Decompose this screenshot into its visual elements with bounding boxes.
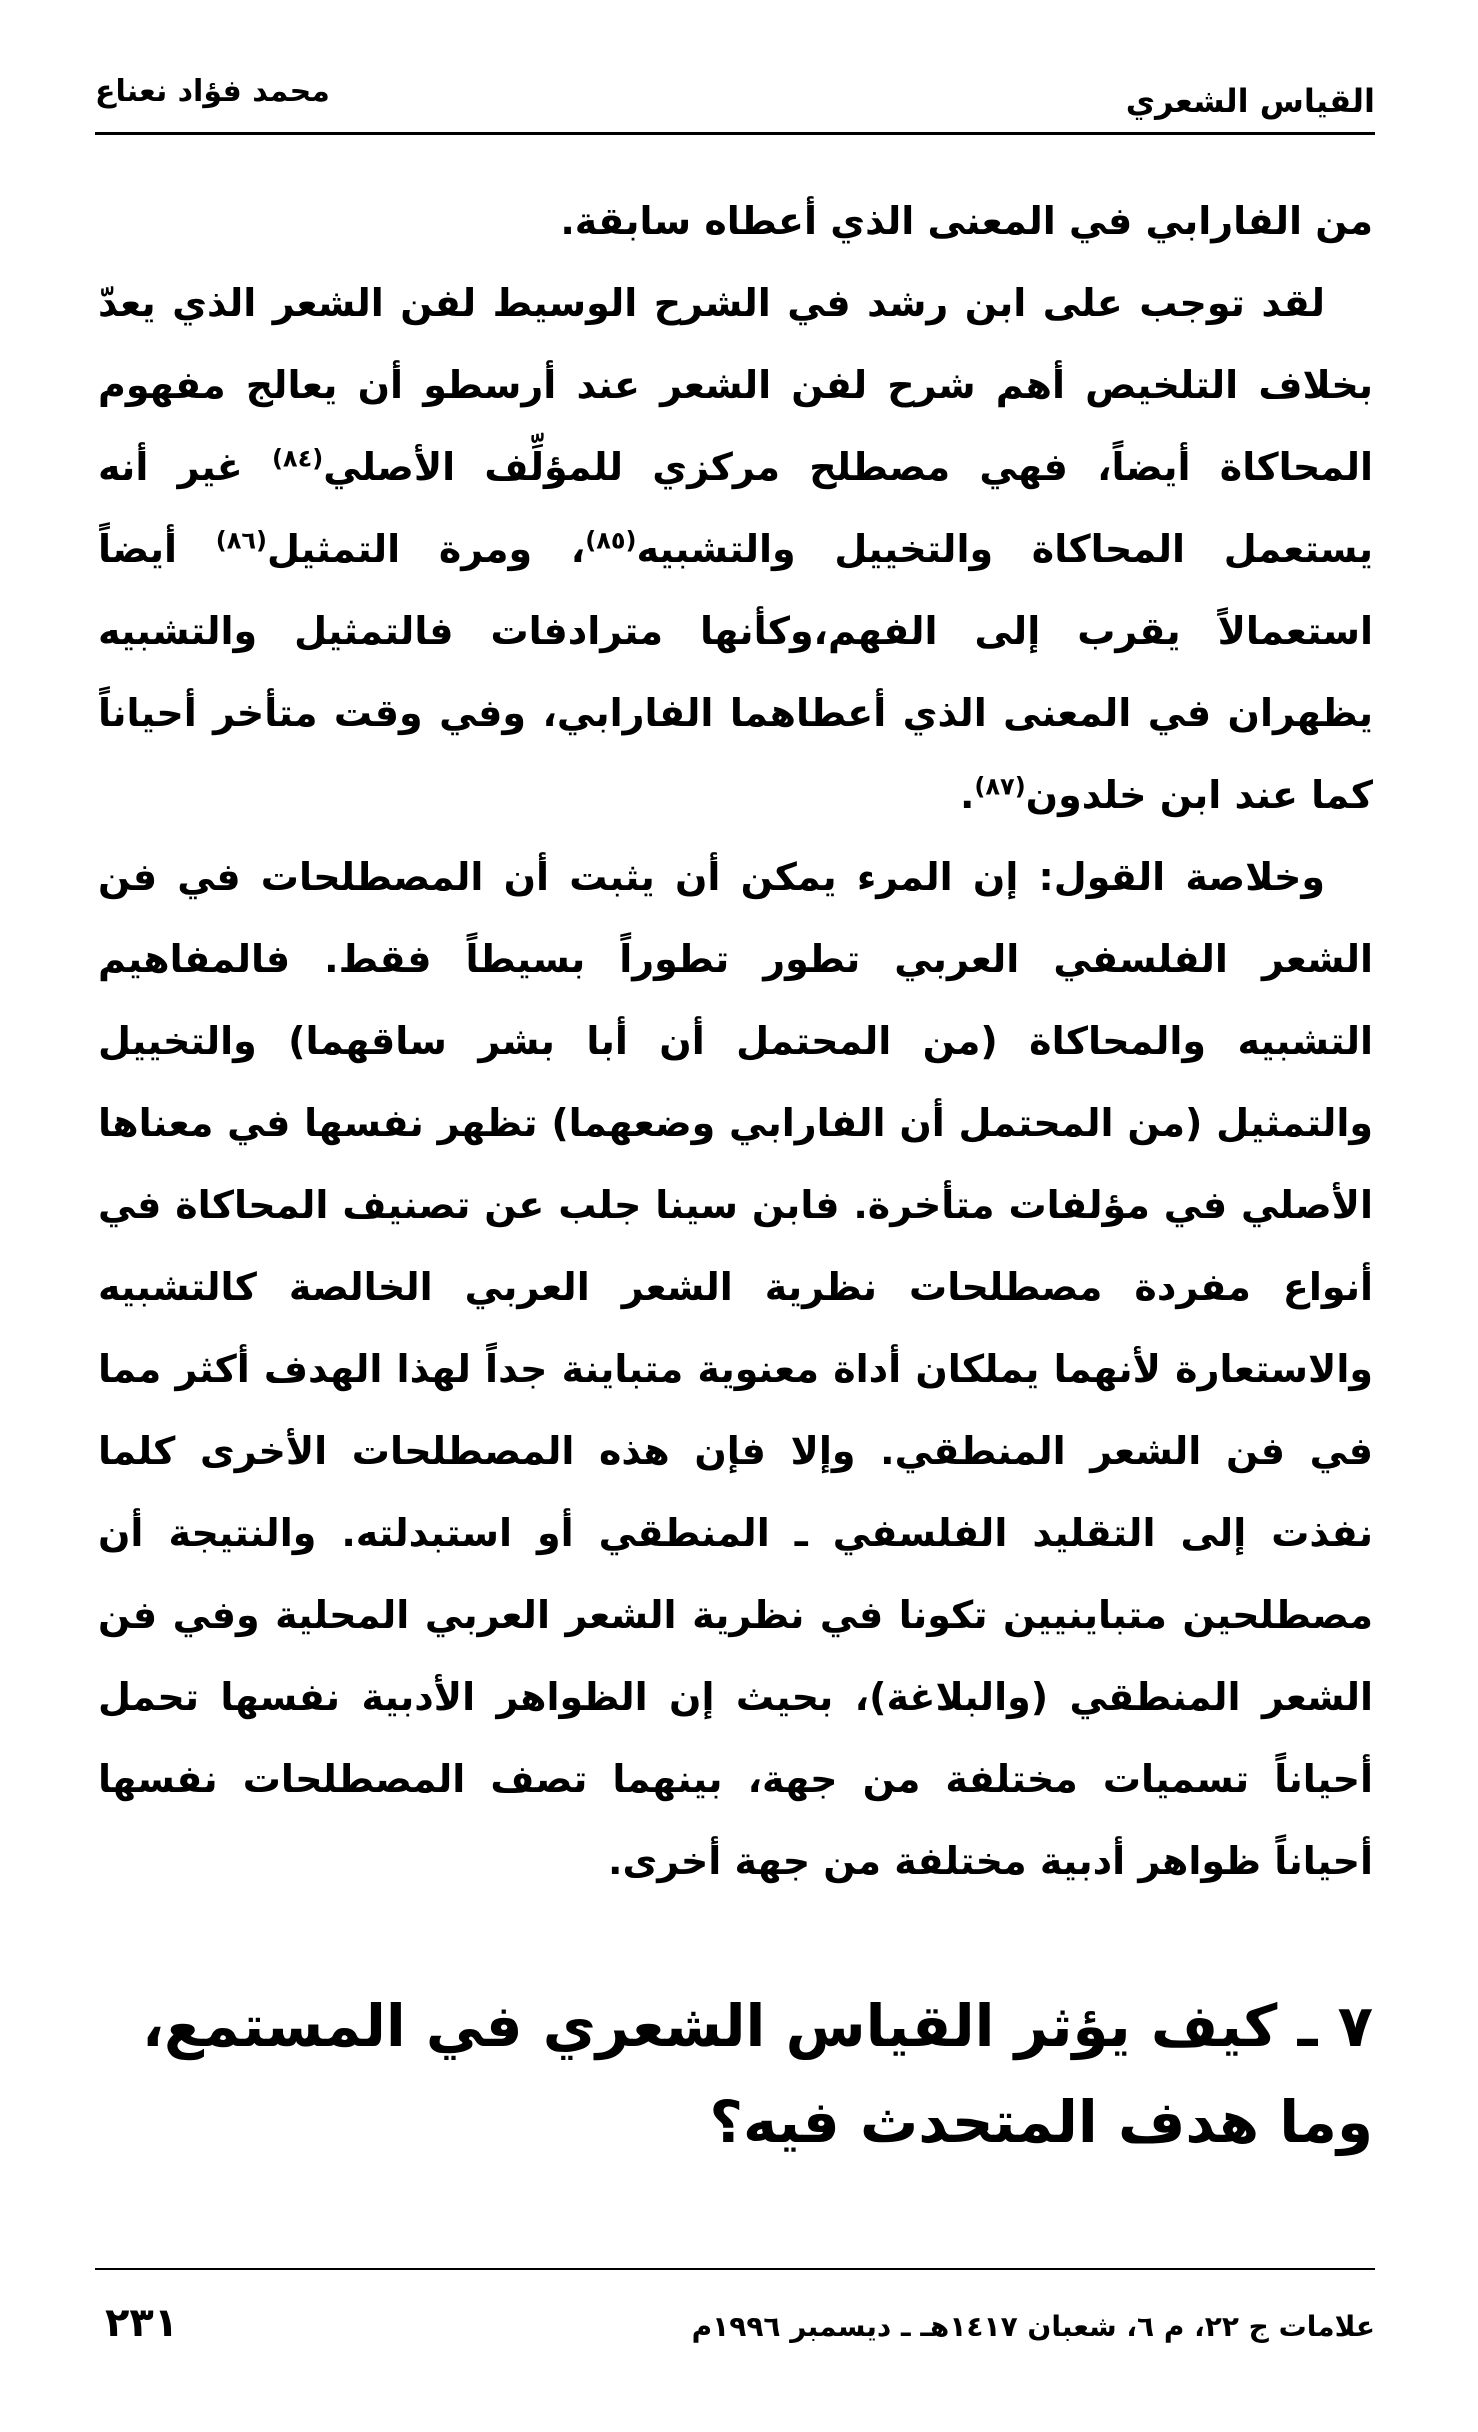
book-title: القياس الشعري <box>1125 82 1375 120</box>
footer-divider <box>95 2268 1375 2270</box>
footnote-ref-85[interactable]: (٨٥) <box>585 526 637 555</box>
page-number: ٢٣١ <box>105 2300 179 2346</box>
journal-citation: علامات ج ٢٢، م ٦، شعبان ١٤١٧هـ ـ ديسمبر ١٩٩٦م <box>691 2310 1375 2343</box>
paragraph-3: وخلاصة القول: إن المرء يمكن أن يثبت أن المصطلحات في فن الشعر الفلسفي العربي تطور تطوراً بسيطاً فقط. فالمفاهيم التشبيه والمحاكاة (من المحتمل أن أبا بشر ساقهما) والتخييل والتمثيل (من المحتمل أن الفارابي وضعهما) تظهر نفسها في معناها الأصلي في مؤلفات متأخرة. فابن سينا جلب عن تصنيف المحاكاة في أنواع مفردة مصطلحات نظرية الشعر العربي الخالصة كالتشبيه والاستعارة لأنهما يملكان أداة معنوية متباينة جداً لهذا الهدف أكثر مما في فن الشعر المنطقي. وإلا فإن هذه المصطلحات الأخرى كلما نفذت إلى التقليد الفلسفي ـ المنطقي أو استبدلته. والنتيجة أن مصطلحين متباينيين تكونا في نظرية الشعر العربي المحلية وفي فن الشعر المنطقي (والبلاغة)، بحيث إن الظواهر الأدبية نفسها تحمل أحياناً تسميات مختلفة من جهة، بينهما تصف المصطلحات نفسها أحياناً ظواهر أدبية مختلفة من جهة أخرى. <box>98 855 1373 1883</box>
paragraph-1: من الفارابي في المعنى الذي أعطاه سابقة. <box>560 199 1373 243</box>
header-divider <box>95 132 1375 135</box>
paragraph-2-part-5: . <box>959 773 975 817</box>
paragraph-2-part-3: ، ومرة التمثيل <box>266 527 586 571</box>
author-name: محمد فؤاد نعناع <box>95 74 330 109</box>
footnote-ref-87[interactable]: (٨٧) <box>974 772 1026 801</box>
paragraph-2 <box>98 262 1373 836</box>
paragraph-2-part-2: غير أنه يستعمل المحاكاة والتخييل والتشبيه <box>98 445 1373 571</box>
paragraph-2-part-4: أيضاً استعمالاً يقرب إلى الفهم،وكأنها مترادفات فالتمثيل والتشبيه يظهران في المعنى الذي أعطاهما الفارابي، وفي وقت متأخر أحياناً كما عند ابن خلدون <box>98 527 1373 817</box>
paragraph-2-part-1: لقد توجب على ابن رشد في الشرح الوسيط لفن الشعر الذي يعدّ بخلاف التلخيص أهم شرح لفن الشعر عند أرسطو أن يعالج مفهوم المحاكاة أيضاً، فهي مصطلح مركزي للمؤلِّف الأصلي <box>98 281 1373 489</box>
section-heading: ٧ ـ كيف يؤثر القياس الشعري في المستمع، وما هدف المتحدث فيه؟ <box>141 1992 1373 2156</box>
footnote-ref-86[interactable]: (٨٦) <box>215 526 267 555</box>
running-header <box>95 60 1375 124</box>
body-text <box>98 180 1373 1902</box>
page-footer <box>95 2300 1375 2370</box>
footnote-ref-84[interactable]: (٨٤) <box>271 444 324 473</box>
